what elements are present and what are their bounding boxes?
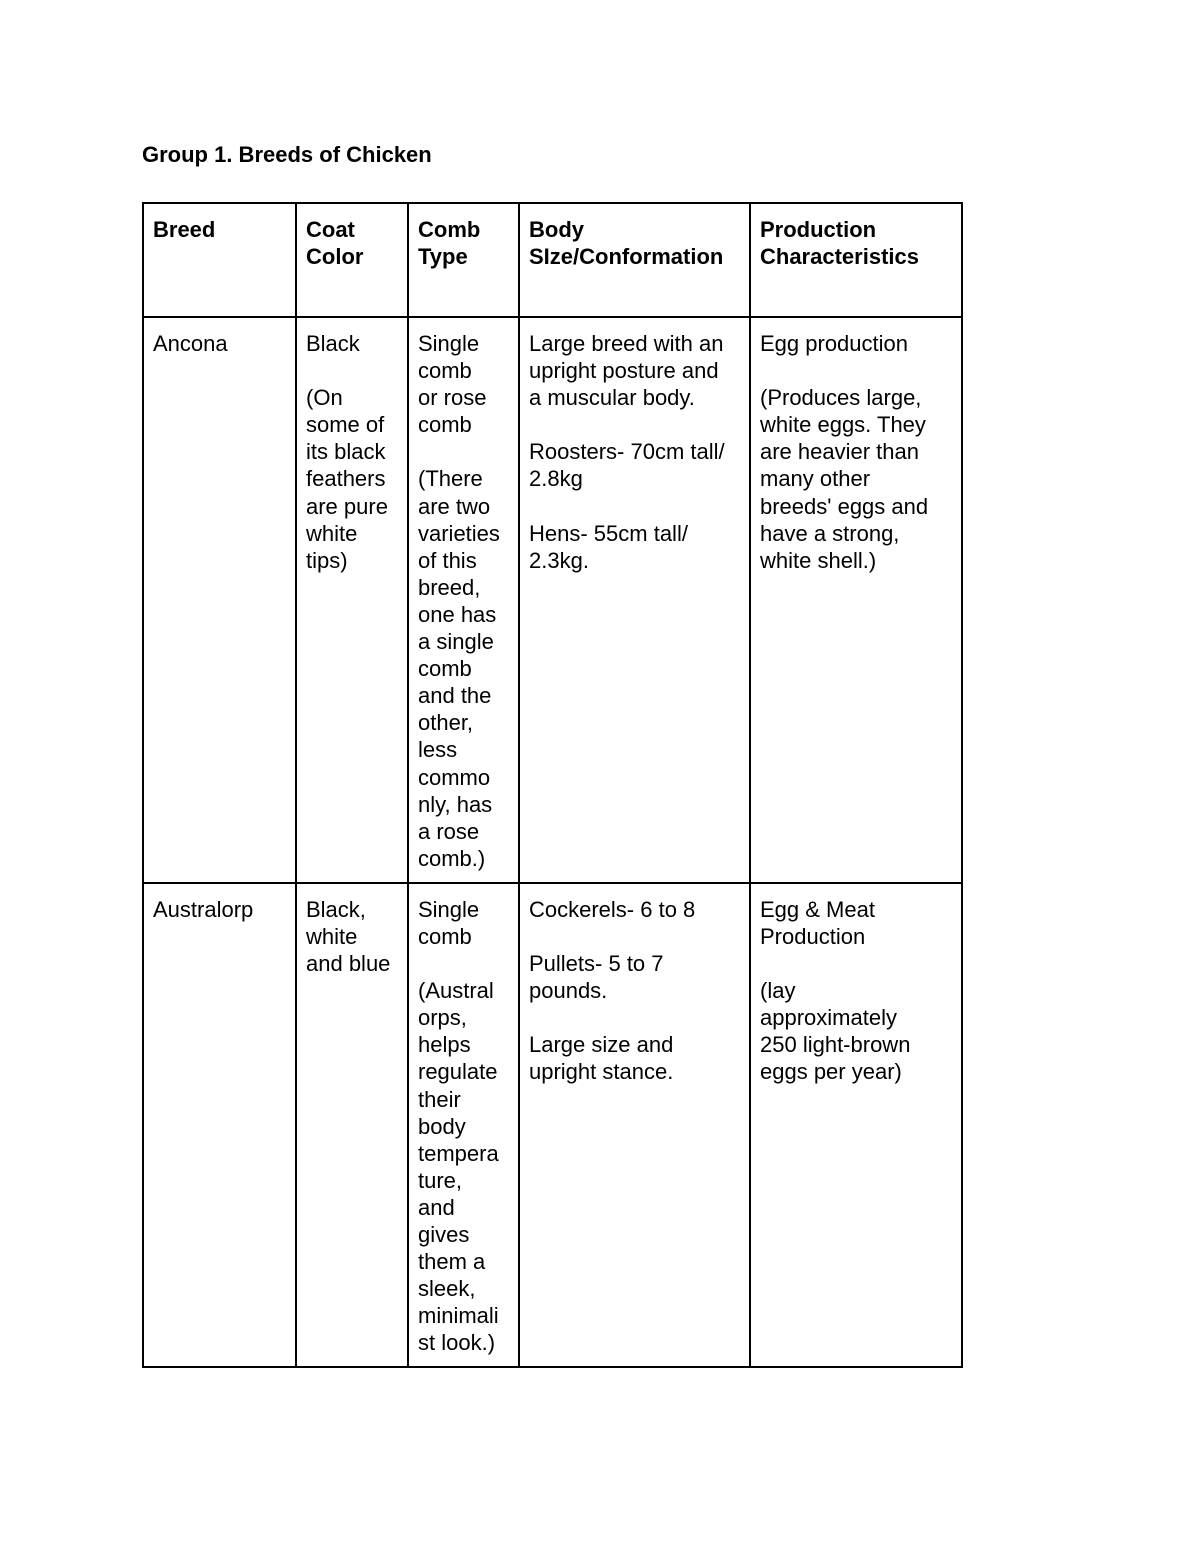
cell-text-line: 2.8kg [529,466,583,492]
cell-text-line: Pullets- 5 to 7 [529,951,664,977]
cell-text-line [529,493,749,520]
cell-text-line: a rose [418,818,480,844]
cell-text-line: Black [306,331,360,356]
cell-text-line: Single [418,331,480,356]
cell-text-line: comb [418,358,472,384]
cell-text-line: comb [418,412,472,438]
cell-text-line: have a strong, [760,520,900,546]
cell-text-line: Black, [306,896,366,922]
cell-text-line: its black [306,439,386,465]
cell-text-line: varieties [418,520,500,546]
cell-text-line [529,1004,749,1031]
cell-text-line: many other [760,466,871,492]
cell-text-line: body [418,1113,466,1139]
cell-text-line: breed, [418,574,481,600]
cell-text-line: them a [418,1249,486,1275]
cell-text-line [418,950,518,977]
cell-text-line: less [418,737,458,763]
cell-text-line: minimali [418,1303,499,1329]
cell-text-line: white [306,923,358,949]
cell-text-line: Production [760,923,866,949]
cell-text-line: SIze/Conformation [529,244,724,270]
table-row [143,317,962,883]
cell-text-line: Type [418,244,468,270]
cell-text-line: regulate [418,1059,498,1085]
cell-text-line: (There [418,466,483,492]
cell-text-line: orps, [418,1005,467,1031]
cell-text-line: other, [418,710,474,736]
cell-breed [143,317,296,883]
cell-text-line [760,357,961,384]
cell-text-line [529,411,749,438]
cell-text-line: (On [306,385,343,411]
cell-text-line: are pure [306,493,388,519]
cell-text-line [529,923,749,950]
header-body-size [519,203,750,317]
header-comb-type [408,203,519,317]
cell-text-line: Comb [418,217,481,242]
cell-text-line: white [306,520,358,546]
cell-text-line: Cockerels- 6 to 8 [529,896,696,922]
cell-coat-color [296,883,408,1368]
cell-text-line: commo [418,764,491,790]
header-production [750,203,962,317]
cell-text-line [306,357,407,384]
cell-text-line: breeds' eggs and [760,493,929,519]
cell-text-line: Hens- 55cm tall/ [529,520,688,546]
cell-text-line: approximately [760,1005,897,1031]
cell-text-line: Large breed with an [529,331,724,356]
cell-text-line: tempera [418,1140,499,1166]
cell-text-line: and the [418,683,492,709]
cell-text-line: Color [306,244,364,270]
cell-production [750,317,962,883]
cell-text-line: Breed [153,217,216,242]
cell-production [750,883,962,1368]
cell-text-line: 2.3kg. [529,547,589,573]
cell-text-line: a muscular body. [529,385,695,411]
cell-text-line: Australorp [153,896,254,922]
cell-comb-type [408,883,519,1368]
header-coat-color [296,203,408,317]
document-title: Group 1. Breeds of Chicken [142,142,432,167]
cell-text-line: comb.) [418,845,486,871]
cell-text-line: Single [418,896,480,922]
header-breed [143,203,296,317]
cell-text-line: white eggs. They [760,412,926,438]
cell-text-line: or rose [418,385,487,411]
cell-text-line: one has [418,601,497,627]
cell-breed [143,883,296,1368]
cell-text-line: some of [306,412,385,438]
cell-text-line: comb [418,923,472,949]
cell-text-line: Body [529,217,584,242]
cell-text-line: nly, has [418,791,493,817]
cell-text-line: of this [418,547,477,573]
cell-text-line: Characteristics [760,244,919,270]
cell-text-line: eggs per year) [760,1059,902,1085]
table-header-row [143,203,962,317]
cell-text-line: Production [760,217,877,242]
cell-text-line: Large size and [529,1032,674,1058]
cell-text-line: white shell.) [760,547,877,573]
cell-text-line: are heavier than [760,439,919,465]
cell-text-line [760,950,961,977]
cell-text-line: comb [418,656,472,682]
breeds-table [142,202,963,1368]
cell-text-line: gives [418,1222,470,1247]
cell-text-line: upright stance. [529,1059,674,1085]
cell-text-line: st look.) [418,1330,496,1356]
cell-comb-type [408,317,519,883]
cell-text-line: Egg production [760,331,908,356]
cell-body-size [519,317,750,883]
cell-text-line: (Austral [418,978,494,1004]
table-row [143,883,962,1368]
cell-text-line: tips) [306,547,348,573]
cell-text-line: Ancona [153,331,228,356]
cell-body-size [519,883,750,1368]
cell-text-line: a single [418,629,494,655]
cell-text-line: sleek, [418,1276,476,1302]
cell-text-line: Roosters- 70cm tall/ [529,439,725,465]
cell-text-line: and blue [306,951,391,977]
cell-text-line: 250 light-brown [760,1032,911,1058]
cell-text-line: (lay [760,978,796,1004]
cell-text-line: feathers [306,466,386,492]
cell-text-line: Egg & Meat [760,896,875,922]
cell-text-line: their [418,1086,461,1112]
cell-text-line: upright posture and [529,358,719,384]
cell-text-line: and [418,1194,455,1220]
cell-text-line [418,438,518,465]
cell-text-line: ture, [418,1167,463,1193]
cell-text-line: pounds. [529,978,608,1004]
cell-text-line: (Produces large, [760,385,922,411]
cell-text-line: Coat [306,217,355,242]
cell-text-line: are two [418,493,491,519]
cell-coat-color [296,317,408,883]
cell-text-line: helps [418,1032,471,1058]
